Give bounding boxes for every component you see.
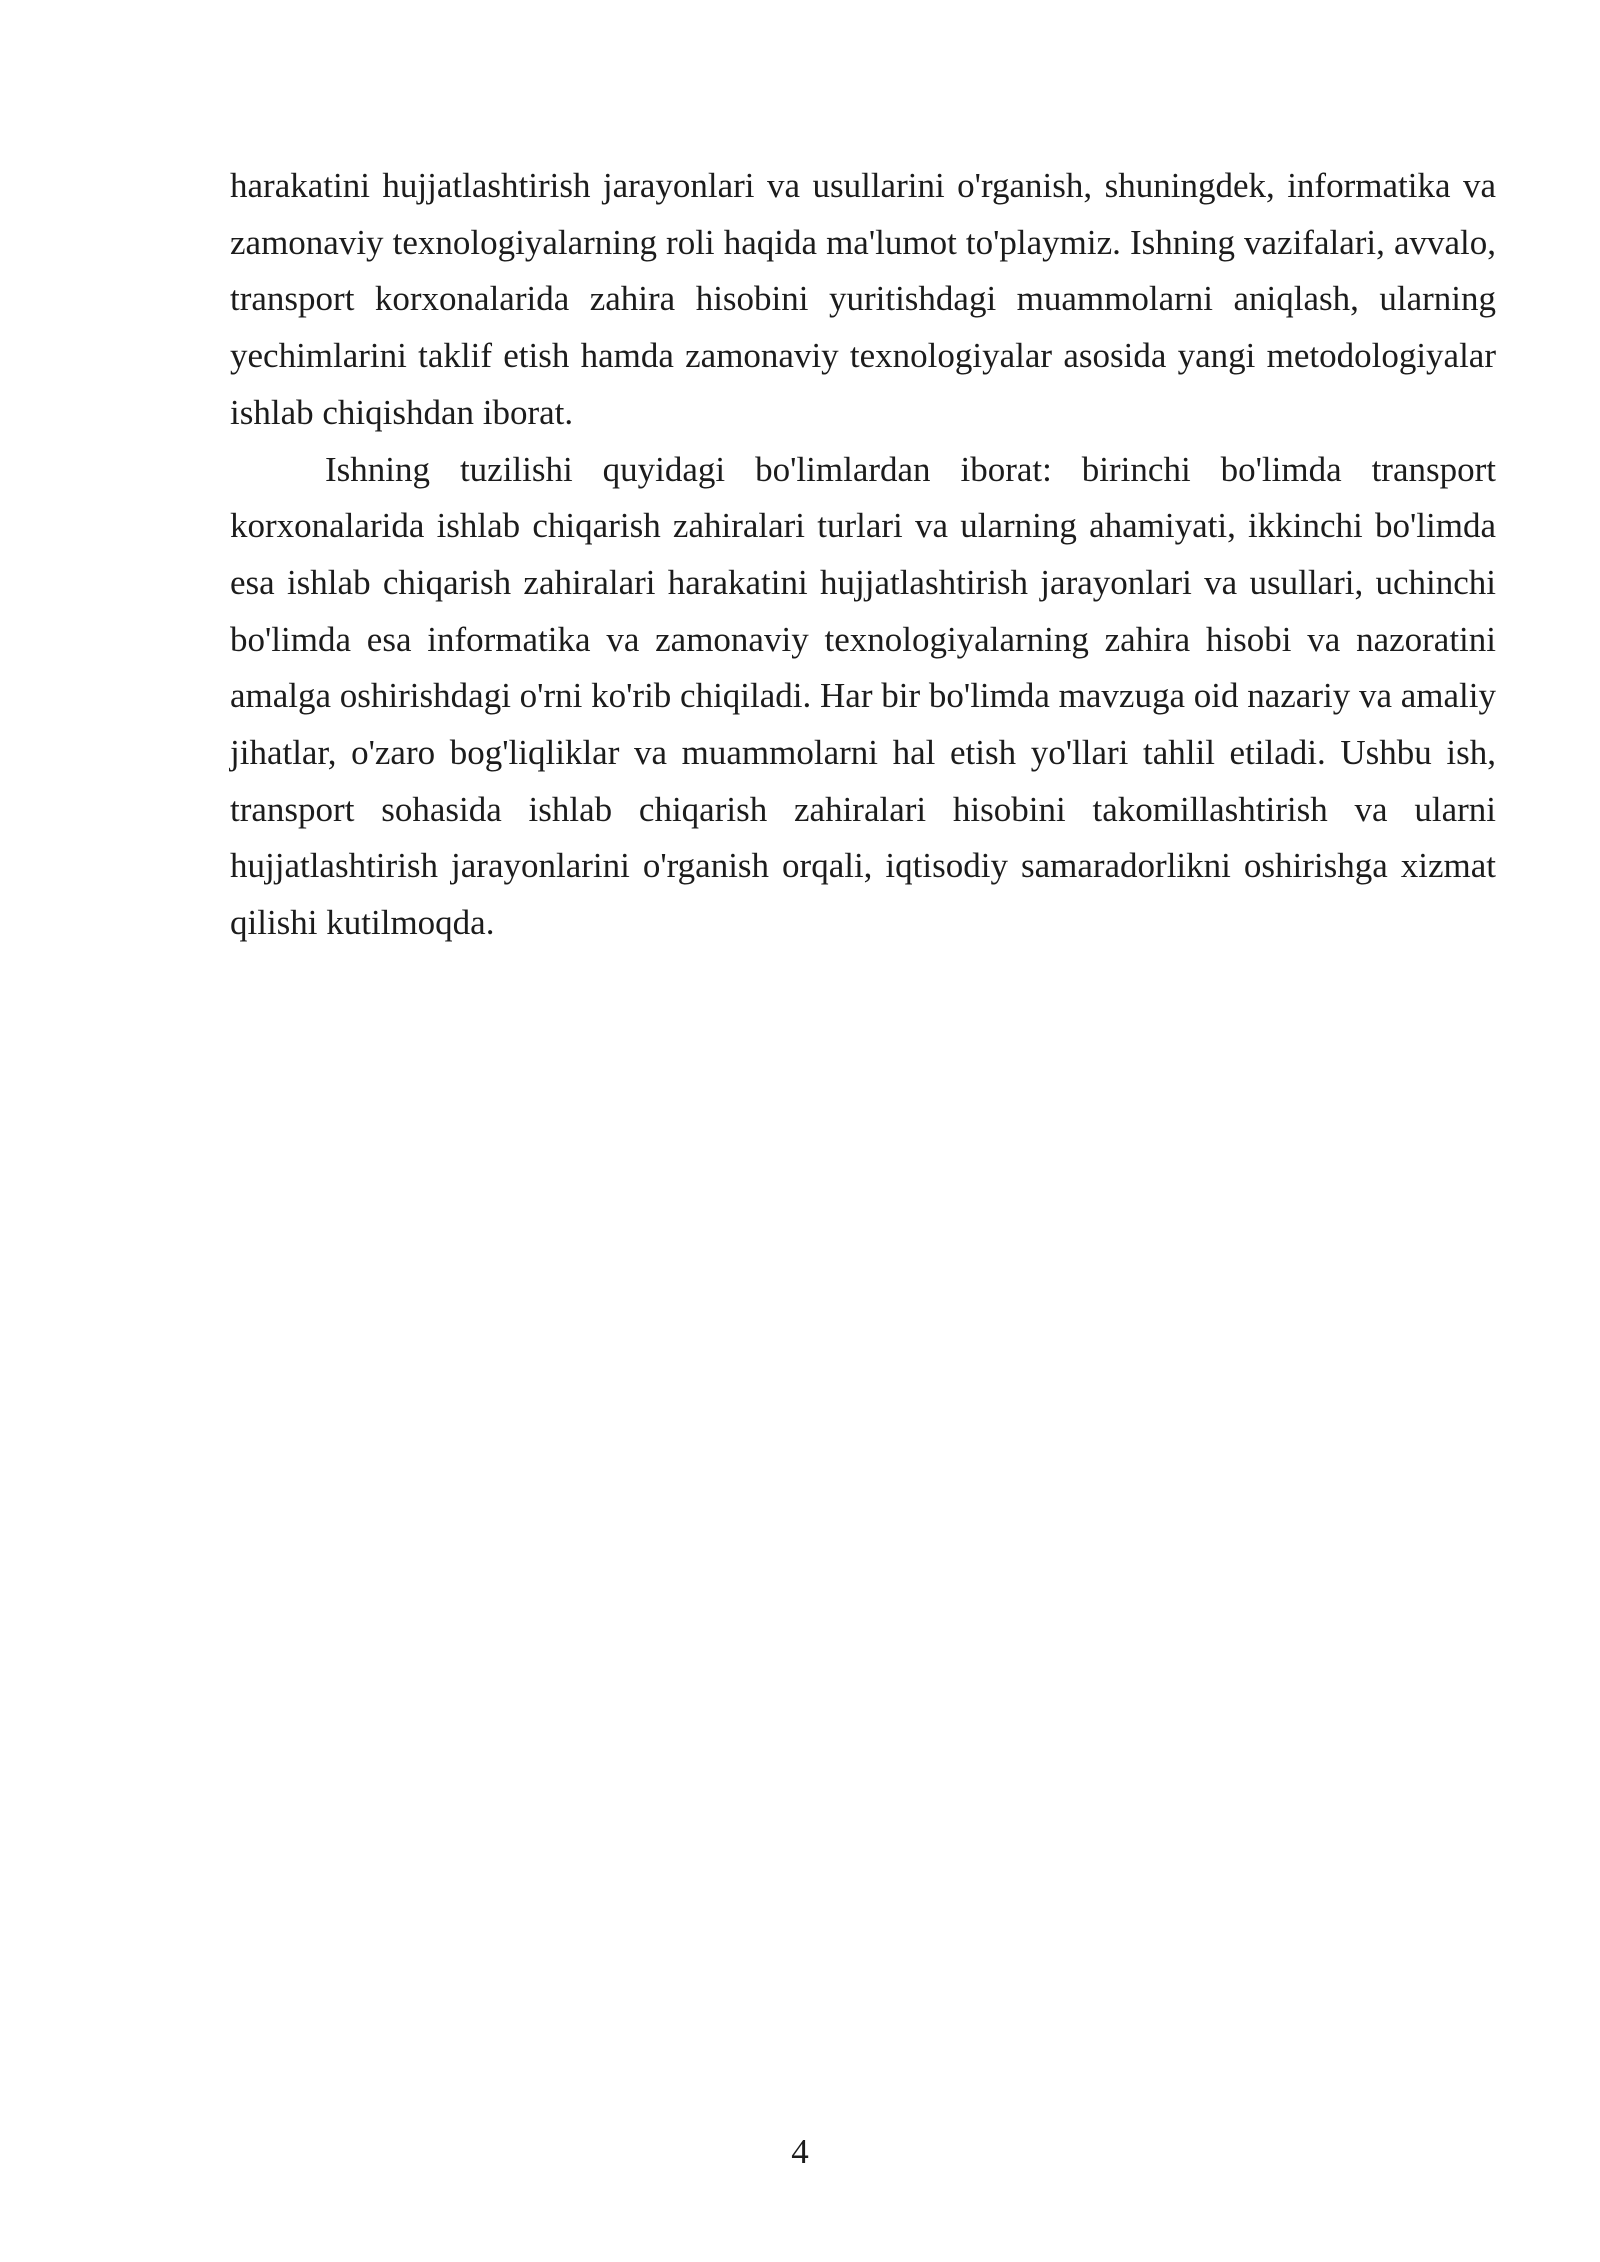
paragraph-2: Ishning tuzilishi quyidagi bo'limlardan iborat: birinchi bo'limda transport korxonalarida ishlab chiqarish zahiralari turlari va ularning ahamiyati, ikkinchi bo'limda esa ishlab chiqarish zahiralari harakatini hujjatlashtirish jarayonlari va usullari, uchinchi bo'limda esa informatika va zamonaviy texnologiyalarning zahira hisobi va nazoratini amalga oshirishdagi o'rni ko'rib chiqiladi. Har bir bo'limda mavzuga oid nazariy va amaliy jihatlar, o'zaro bog'liqliklar va muammolarni hal etish yo'llari tahlil etiladi. Ushbu ish, transport sohasida ishlab chiqarish zahiralari hisobini takomillashtirish va ularni hujjatlashtirish jarayonlarini o'rganish orqali, iqtisodiy samaradorlikni oshirishga xizmat qilishi kutilmoqda. [230,449,1496,943]
body-text [230,158,1496,952]
page-number: 4 [791,2132,809,2171]
paragraph-1: harakatini hujjatlashtirish jarayonlari va usullarini o'rganish, shuningdek, informatika va zamonaviy texnologiyalarning roli haqida ma'lumot to'playmiz. Ishning vazifalari, avvalo, transport korxonalarida zahira hisobini yuritishdagi muammolarni aniqlash, ularning yechimlarini taklif etish hamda zamonaviy texnologiyalar asosida yangi metodologiyalar ishlab chiqishdan iborat. [230,166,1496,432]
